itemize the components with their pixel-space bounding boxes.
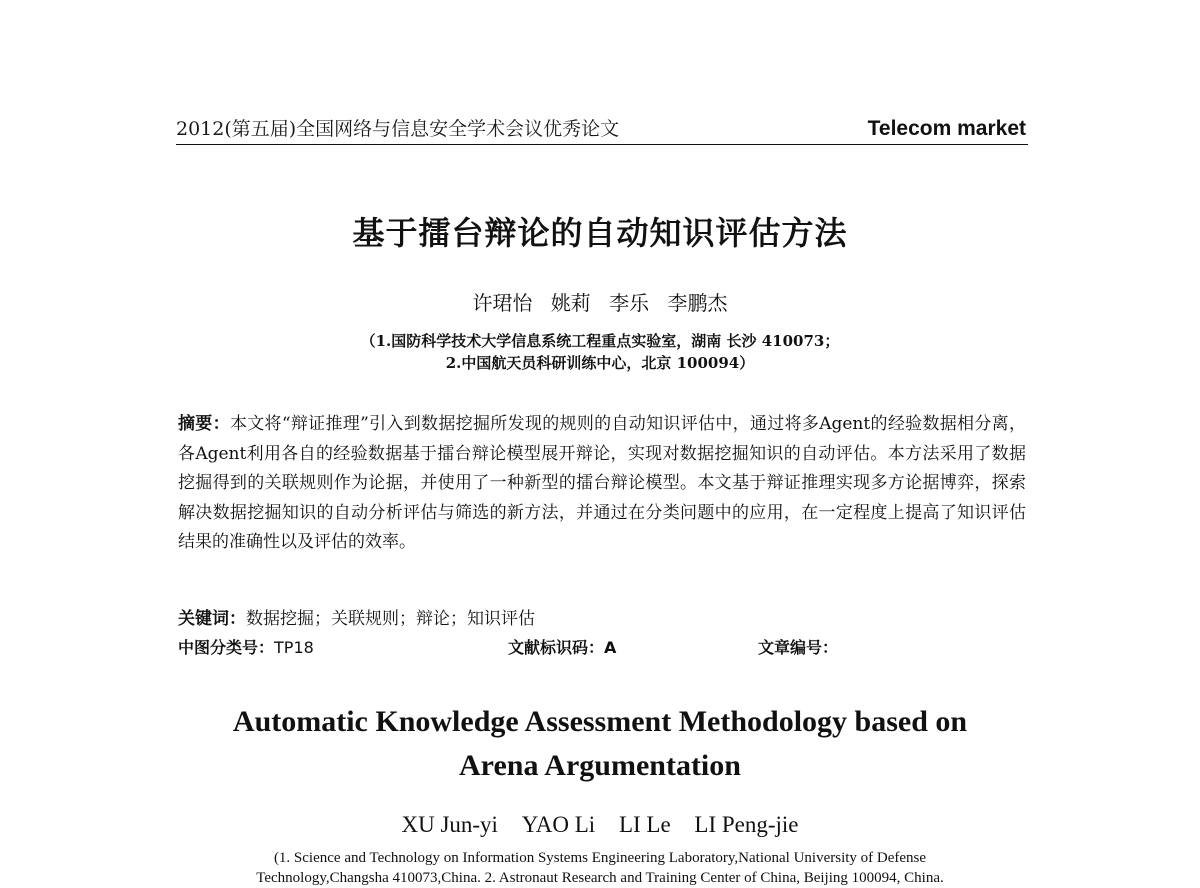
article-no-label: 文章编号： <box>758 638 839 657</box>
author-name: YAO Li <box>521 812 596 837</box>
abstract-label: 摘要： <box>178 414 230 434</box>
clc-label: 中图分类号： <box>178 638 275 657</box>
classification-line <box>178 635 1026 661</box>
keywords <box>178 604 1026 629</box>
affiliation-line: (1. Science and Technology on Information Systems Engineering Laboratory,National University of Defense <box>273 850 927 866</box>
keywords-label: 关键词： <box>178 609 246 629</box>
doc-code-label: 文献标识码： <box>508 638 605 657</box>
english-affiliation <box>0 848 1200 888</box>
affiliation-line: （1.国防科学技术大学信息系统工程重点实验室，湖南 长沙 410073； <box>360 332 840 350</box>
doc-code-value: A <box>604 638 617 657</box>
english-title-line: Automatic Knowledge Assessment Methodology based on <box>232 705 968 738</box>
document-code <box>508 635 616 658</box>
journal-name: Telecom market <box>867 117 1026 140</box>
conference-name: 2012(第五届)全国网络与信息安全学术会议优秀论文 <box>176 118 620 140</box>
affiliation-line: 2.中国航天员科研训练中心，北京 100094） <box>445 354 755 372</box>
chinese-abstract <box>178 410 1026 558</box>
author-name: 许珺怡 <box>472 291 533 315</box>
chinese-affiliation <box>0 330 1200 374</box>
keywords-text: 数据挖掘；关联规则；辩论；知识评估 <box>246 609 535 629</box>
chinese-title: 基于擂台辩论的自动知识评估方法 <box>352 214 848 252</box>
english-title-line: Arena Argumentation <box>459 749 741 782</box>
author-name: 姚莉 <box>550 291 591 315</box>
author-name: 李鹏杰 <box>667 291 728 315</box>
article-number <box>758 635 838 658</box>
running-header <box>176 116 1028 145</box>
author-name: 李乐 <box>609 291 650 315</box>
abstract-text: 本文将“辩证推理”引入到数据挖掘所发现的规则的自动知识评估中，通过将多Agent的经验数据相分离，各Agent利用各自的经验数据基于擂台辩论模型展开辩论，实现对数据挖掘知识的自动评估。本方法采用了数据挖掘得到的关联规则作为论据，并使用了一种新型的擂台辩论模型。本文基于辩证推理实现多方论据博弈，探索解决数据挖掘知识的自动分析评估与筛选的新方法，并通过在分类问题中的应用，在一定程度上提高了知识评估结果的准确性以及评估的效率。 <box>178 414 1026 552</box>
author-name: LI Peng-jie <box>694 812 799 837</box>
clc-number <box>178 635 314 658</box>
affiliation-line: Technology,Changsha 410073,China. 2. Astronaut Research and Training Center of China, Beijing 100094, China. <box>256 870 944 886</box>
english-title <box>0 700 1200 788</box>
author-name: LI Le <box>618 812 671 837</box>
clc-value: TP18 <box>274 638 314 657</box>
english-authors <box>0 812 1200 838</box>
chinese-authors <box>0 287 1200 316</box>
author-name: XU Jun-yi <box>401 812 498 837</box>
